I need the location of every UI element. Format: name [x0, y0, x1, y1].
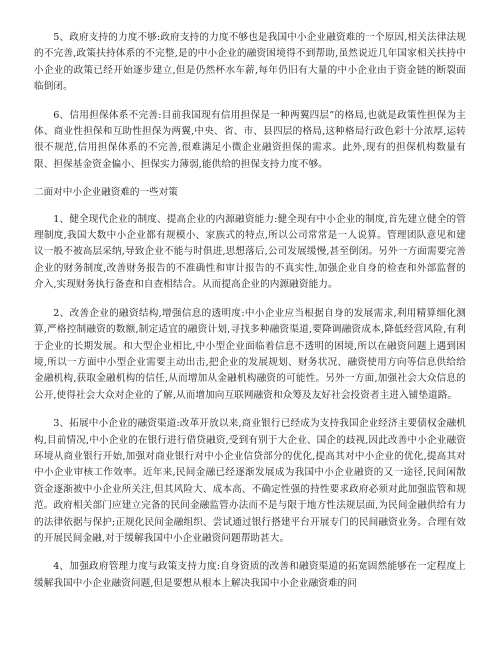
paragraph-financing-structure: 2、改善企业的融资结构,增强信息的透明度:中小企业应当根据自身的发展需求,利用精算细化测算,严格控制融资的数额,制定适宜的融资计划,寻找多种融资渠道,要降调融资成本,降低经营风险,有利于企业的长期发展。和大型企业相比,中小型企业面临着信息不透明的困境,所以在融资问题上遇到困境,所以一方面中小型企业需要主动出击,把企业的发展规划、财务状况、融资使用方向等信息供给给金融机构,获取金融机构的信任,从而增加从金融机构融资的可能性。另外一方面,加强社会大众信息的公开,使得社会大众对企业的了解,从而增加向互联网融资和众筹及友好社会投资者主进入铺垫道路。 — [34, 307, 466, 401]
paragraph-credit-guarantee: 6、信用担保体系不完善:目前我国现有信用担保是一种两翼四层”的格局,也就是政策性担保为主体、商业性担保和互助性担保为两翼,中央、省、市、县四层的格局,这种格局行政色彩十分浓厚,运转很不规范,信用担保体系的不完善,很难满足小微企业融资担保的需求。此外,现有的担保机构数量有限、担保基金资金偏小、担保实力薄弱,能供给的担保支持力度不够。 — [34, 109, 466, 170]
paragraph-government-management: 4、加强政府管理力度与政策支持力度:自身资质的改善和融资渠道的拓宽固然能够在一定程度上缓解我国中小企业融资问题,但是要想从根本上解决我国中小企业融资难的问 — [34, 561, 466, 589]
paragraph-financing-channels: 3、拓展中小企业的融资渠道:改革开放以来,商业银行已经成为支持我国企业经济主要债权金融机构,目前情况,中小企业的在银行进行借贷融资,受到有别于大企业、国企的歧视,因此改善中小企业融资环境从商业银行开始,加强对商业银行对中小企业信贷部分的优化,提高其对中小企业的优化,提高其对中小企业审核工作效率。近年来,民间金融已经逐渐发展成为我国中小企业融资的又一途径,民间闲散资金逐渐被中小企业所关注,但其风险大、成本高、不确定性强的持性要求政府必须对此加强监管和规范。政府相关部门应建立完备的民间金融监管办法而不是与限于地方性法规层面,为民间金融供给有力的法律依据与保护;正规化民间金融组织、尝试通过银行搭建平台开展专门的民间融资业务。合理有效的开展民间金融,对于缓解我国中小企业融资问题帮助甚大。 — [34, 418, 466, 544]
paragraph-enterprise-system: 1、健全现代企业的制度、提高企业的内源融资能力:健全现有中小企业的制度,首先建立健全的管理制度,我国大数中小企业都有规模小、家族式的特点,所以公司常常是一人说算。管理团队意见和建议一般不被高层采纳,导致企业不能与时俱进,思想落后,公司发展缓慢,甚至倒闭。另外一方面需要完善企业的财务制度,改善财务报告的不准确性和审计报告的不真实性,加强企业自身的检查和外部监督的介入,实现财务执行备查和自查相结合。从而提高企业的内源融资能力。 — [34, 213, 466, 291]
paragraph-government-support: 5、政府支持的力度不够:政府支持的力度不够也是我国中小企业融资难的一个原因,相关法律法规的不完善,政策扶持体系的不完整,是的中小企业的融资困境得不到帮助,虽然说近几年国家相关扶持中小企业的政策已经开始逐步建立,但是仍然杯水车薪,每年仍旧有大量的中小企业由于资金链的断裂面临倒闭。 — [34, 32, 466, 93]
section-heading-countermeasures: 二面对中小企业融资难的一些对策 — [34, 187, 178, 199]
